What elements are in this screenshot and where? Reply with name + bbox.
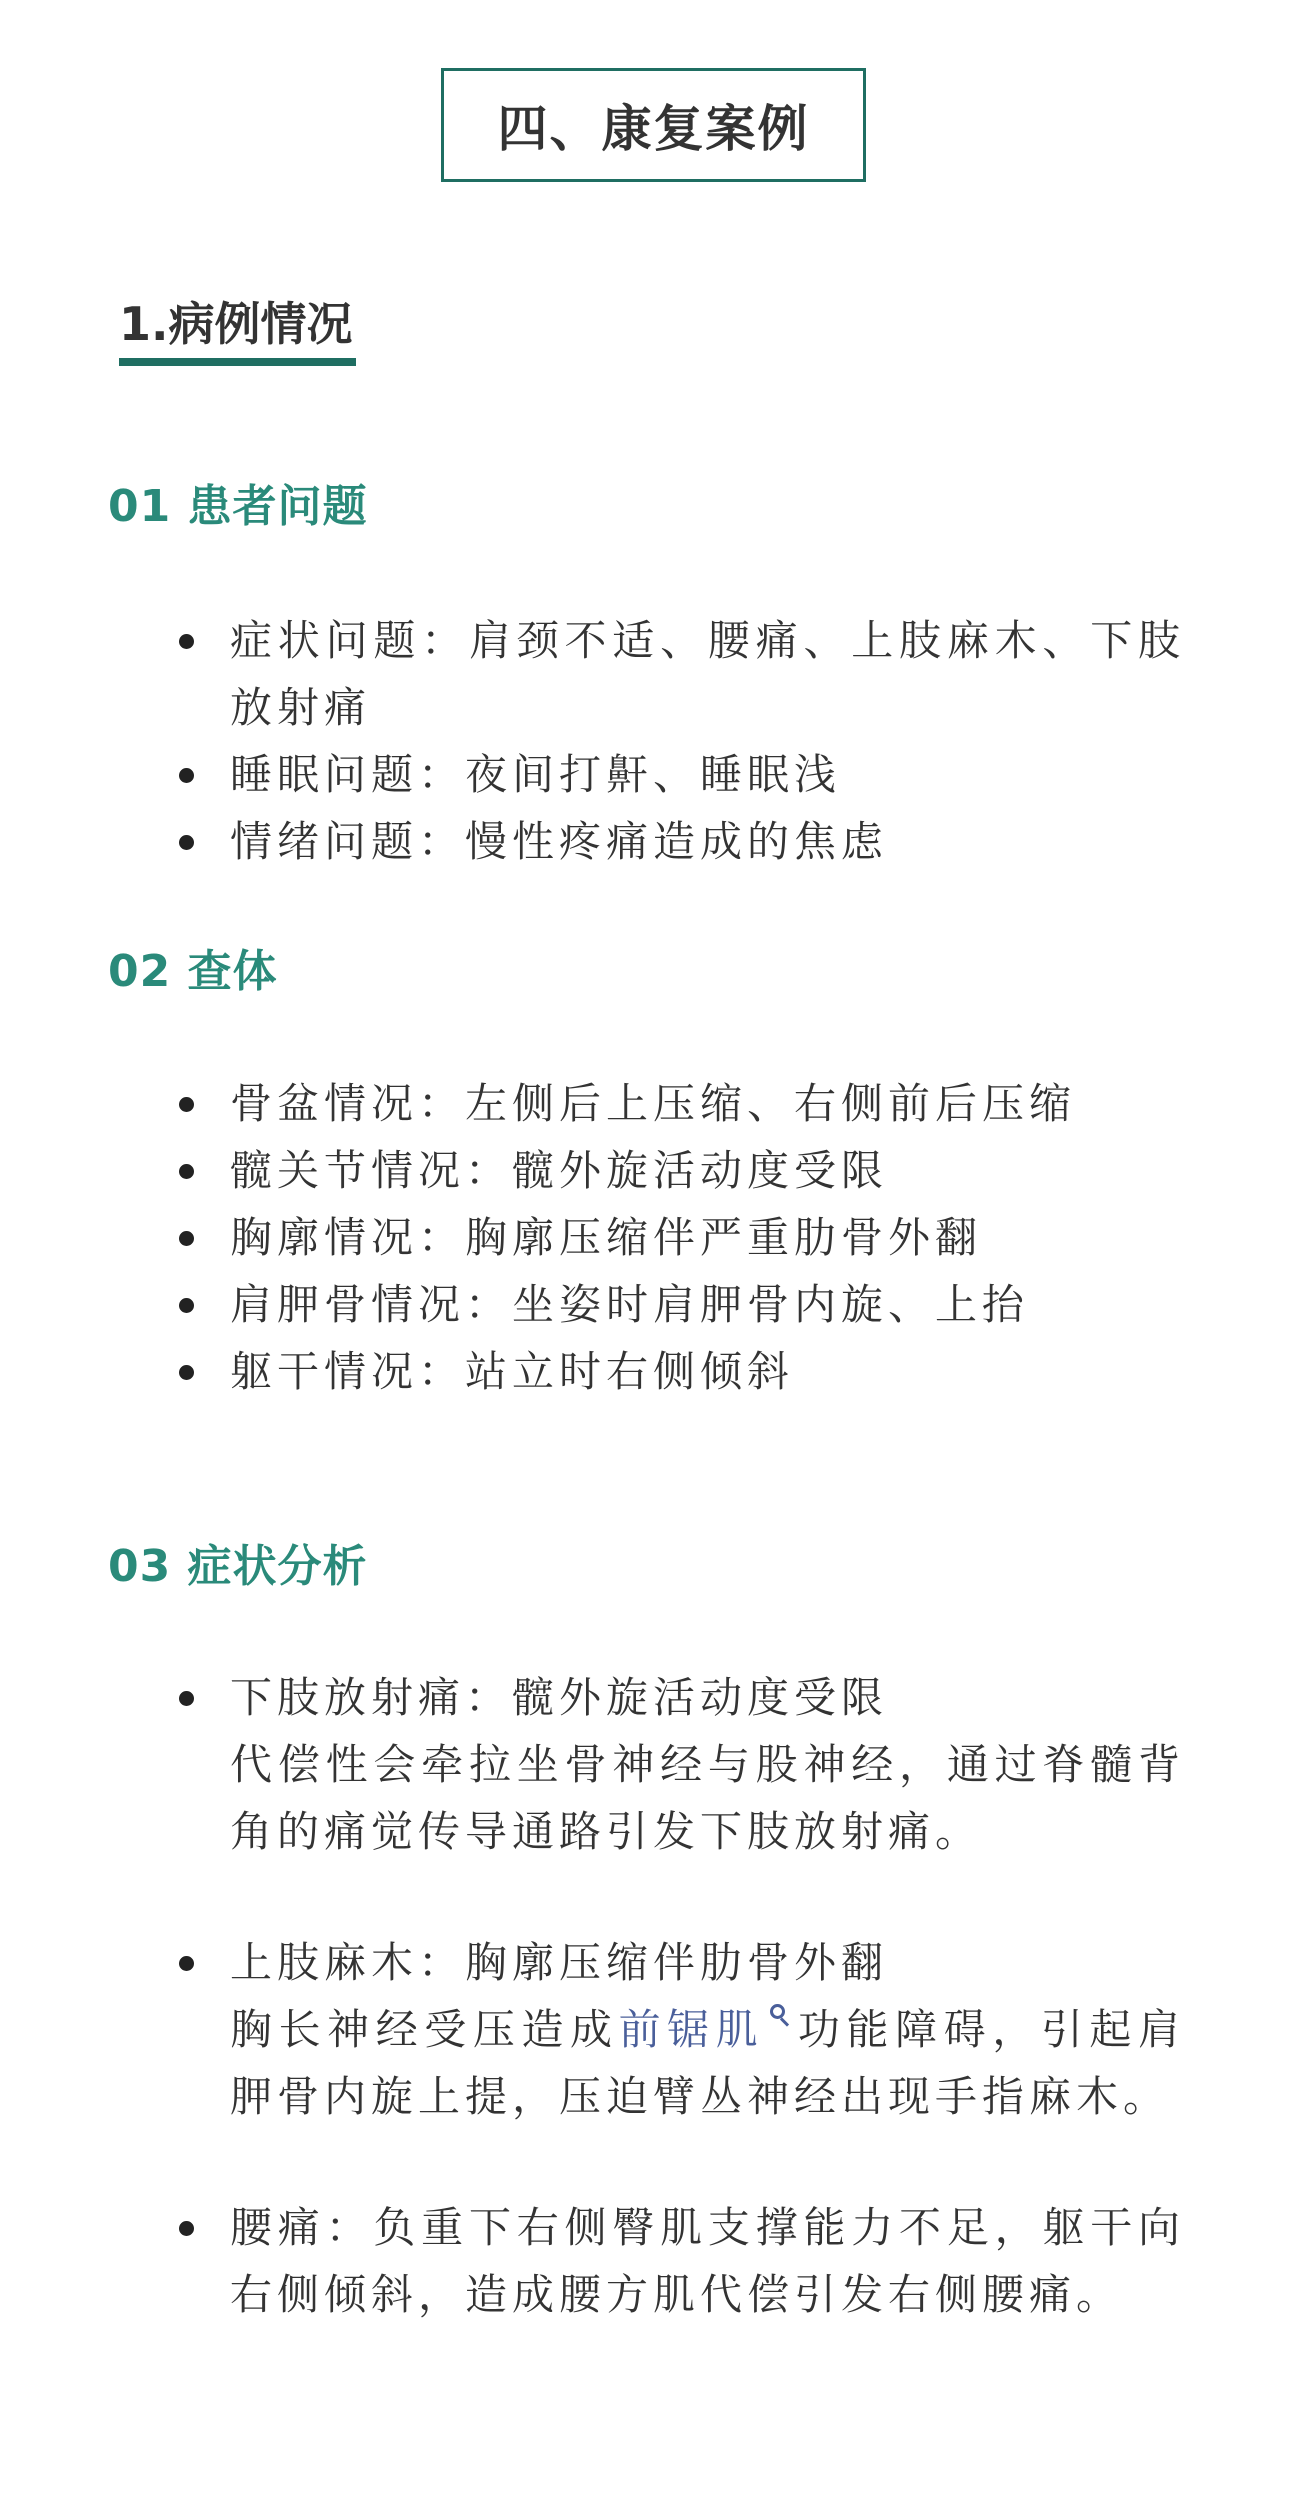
serratus-anterior-link[interactable]: 前锯肌	[618, 2005, 765, 2054]
sub-heading-patient-issues: 01 患者问题	[108, 481, 368, 532]
item-body-after: 功能障碍，引起肩胛骨内旋上提，压迫臂丛神经出现手指麻木。	[230, 2005, 1185, 2121]
list-item: 睡眠问题：夜间打鼾、睡眠浅	[230, 741, 1185, 808]
list-item: 情绪问题：慢性疼痛造成的焦虑	[230, 808, 1185, 875]
page-title: 四、康复案例	[497, 100, 810, 158]
bullet-icon	[179, 1956, 194, 1971]
bullet-icon	[179, 1298, 194, 1313]
list-item: 髋关节情况：髋外旋活动度受限	[230, 1137, 1185, 1204]
item-body: 腰痛：负重下右侧臀肌支撑能力不足，躯干向右侧倾斜，造成腰方肌代偿引发右侧腰痛。	[230, 2203, 1185, 2319]
list-item	[230, 2194, 1185, 2328]
sub-heading-examination: 02 查体	[108, 946, 278, 997]
item-title: 上肢麻木：胸廓压缩伴肋骨外翻	[230, 1938, 889, 1987]
sub-heading-symptom-analysis: 03 症状分析	[108, 1541, 368, 1592]
examination-list	[230, 1070, 1185, 1405]
list-item: 胸廓情况：胸廓压缩伴严重肋骨外翻	[230, 1204, 1185, 1271]
symptom-analysis-list	[230, 1664, 1185, 2328]
list-item: 症状问题：肩颈不适、腰痛、上肢麻木、下肢放射痛	[230, 607, 1185, 741]
bullet-icon	[179, 2221, 194, 2236]
bullet-icon	[179, 1365, 194, 1380]
section-underline	[119, 358, 356, 366]
item-body-before: 胸长神经受压造成	[230, 2005, 619, 2054]
item-body: 代偿性会牵拉坐骨神经与股神经，通过脊髓背角的痛觉传导通路引发下肢放射痛。	[230, 1740, 1185, 1856]
bullet-icon	[179, 1231, 194, 1246]
list-item	[230, 1929, 1185, 2130]
bullet-icon	[179, 835, 194, 850]
title-box	[441, 68, 866, 182]
bullet-icon	[179, 1164, 194, 1179]
bullet-icon	[179, 1691, 194, 1706]
item-title: 下肢放射痛：髋外旋活动度受限	[230, 1673, 889, 1722]
bullet-icon	[179, 1097, 194, 1112]
section-title: 1.病例情况	[119, 297, 353, 351]
list-item: 肩胛骨情况：坐姿时肩胛骨内旋、上抬	[230, 1271, 1185, 1338]
bullet-icon	[179, 634, 194, 649]
search-icon[interactable]	[768, 2004, 794, 2034]
list-item: 骨盆情况：左侧后上压缩、右侧前后压缩	[230, 1070, 1185, 1137]
bullet-icon	[179, 768, 194, 783]
list-item	[230, 1664, 1185, 1865]
list-item: 躯干情况：站立时右侧倾斜	[230, 1338, 1185, 1405]
patient-issues-list	[230, 607, 1185, 875]
